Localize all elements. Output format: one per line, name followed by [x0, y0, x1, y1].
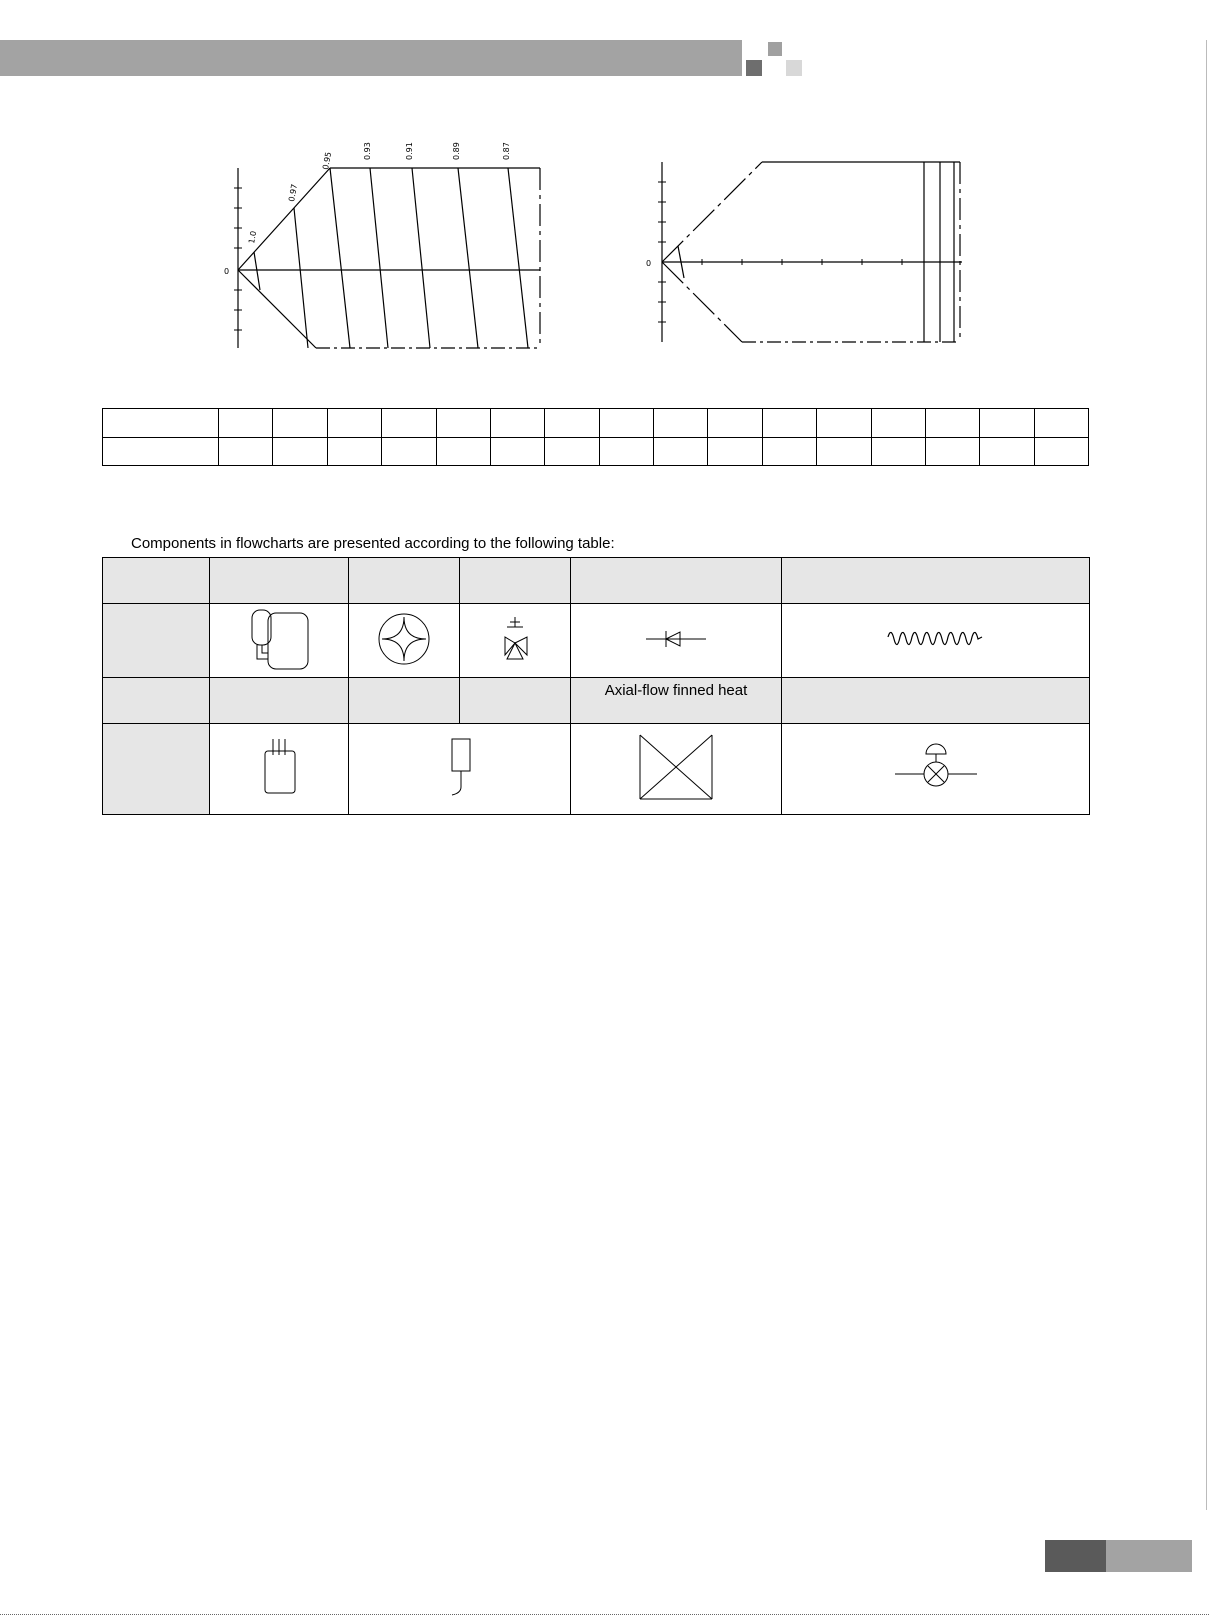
table-row [103, 724, 1090, 815]
bottom-dotted-rule [0, 1614, 1209, 1615]
diagram-origin-label: 0 [224, 267, 230, 276]
footer-bar-dark [1045, 1540, 1106, 1572]
header-decor-square [786, 60, 802, 76]
diagram-line-label: 0.97 [287, 183, 300, 203]
header-bar [0, 40, 742, 76]
intro-text: Components in flowcharts are presented according to the following table: [131, 535, 615, 552]
valve-icon [460, 604, 571, 678]
correction-table [102, 408, 1089, 466]
diagram-line-label: 0.87 [502, 142, 511, 160]
correction-diagram-left [220, 140, 550, 360]
header-decor-square [746, 60, 762, 76]
diagram-line-label: 0.93 [363, 142, 372, 160]
table-row [103, 437, 1089, 466]
filter-icon [210, 724, 349, 815]
header-decor-square [768, 42, 782, 56]
page-edge-line [1206, 40, 1207, 1510]
diagram-line-label: 1.0 [247, 230, 259, 245]
diagram-line-label: 0.89 [452, 142, 461, 160]
table-row [103, 604, 1090, 678]
table-row [103, 409, 1089, 438]
capillary-icon [782, 604, 1090, 678]
check-valve-icon [571, 604, 782, 678]
diagram-line-label: 0.91 [405, 142, 414, 160]
diagram-origin-label: 0 [646, 259, 652, 268]
table-row [103, 678, 1090, 724]
footer-bar-light [1106, 1540, 1192, 1572]
diagram-line-label: 0.95 [321, 151, 334, 171]
compressor-icon [210, 604, 349, 678]
header-decor-square [742, 40, 756, 60]
axial-flow-heat-exchanger-label: Axial-flow finned heat [571, 678, 782, 724]
temperature-sensor-icon [349, 724, 571, 815]
heat-exchanger-icon [571, 724, 782, 815]
correction-diagram-right [640, 150, 980, 350]
fan-icon [349, 604, 460, 678]
table-row [103, 558, 1090, 604]
expansion-valve-icon [782, 724, 1090, 815]
components-table [102, 557, 1090, 815]
